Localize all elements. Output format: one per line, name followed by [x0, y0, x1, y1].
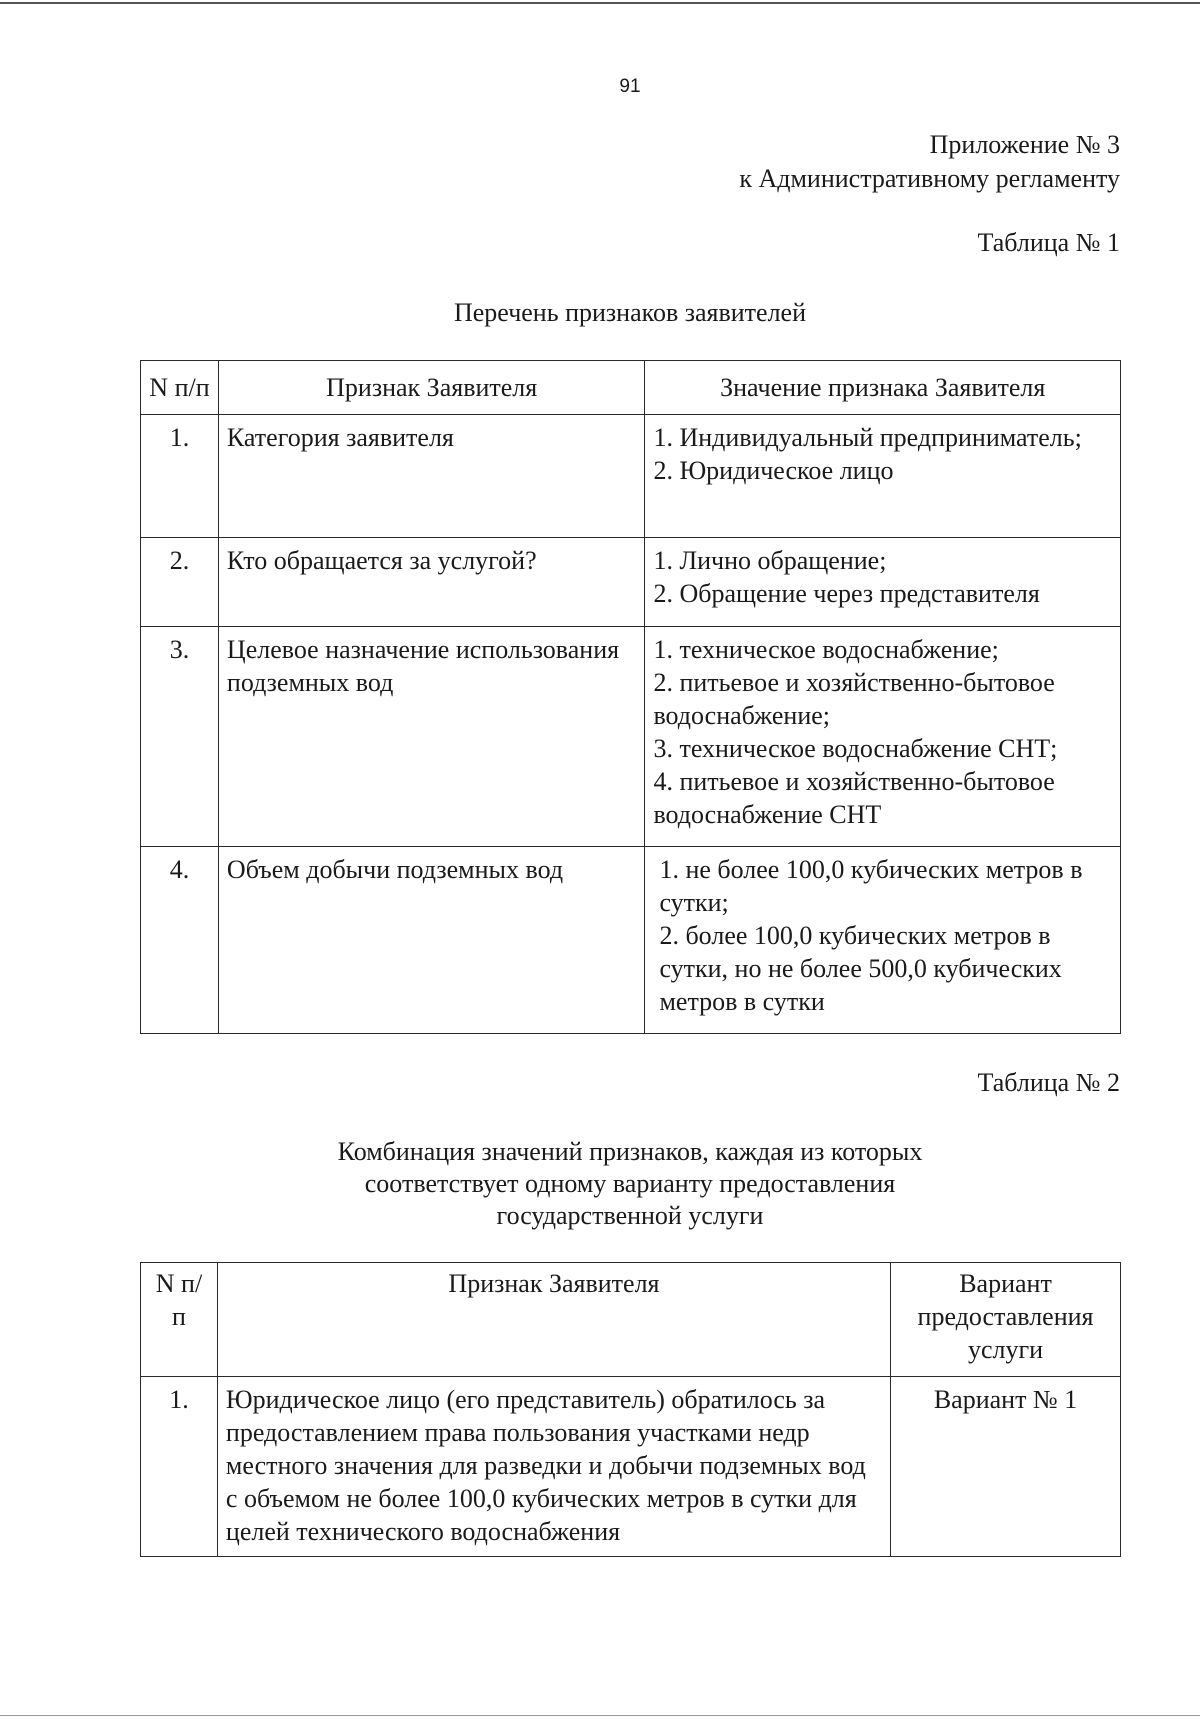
appendix-reference [739, 128, 1120, 196]
row-variant: Вариант № 1 [891, 1377, 1121, 1557]
value-item: 1. не более 100,0 кубических метров в сутки; [659, 855, 1083, 917]
table-2-header-row [141, 1263, 1121, 1377]
value-item: 1. техническое водоснабжение; [653, 635, 999, 664]
row-sign: Целевое назначение использования подземных вод [218, 627, 645, 847]
value-item: 3. техническое водоснабжение СНТ; [653, 734, 1058, 763]
table-2-title: Комбинация значений признаков, каждая из которых соответствует одному варианту предоставления государственной услуги [337, 1137, 923, 1230]
row-sign: Объем добычи подземных вод [218, 847, 645, 1034]
column-header-sign: Признак Заявителя [218, 361, 645, 415]
table-1 [140, 360, 1121, 1034]
table-2-caption: Таблица № 2 [977, 1068, 1120, 1097]
value-item: 2. Юридическое лицо [653, 456, 894, 485]
row-values [645, 627, 1121, 847]
row-number: 1. [141, 1377, 218, 1557]
row-number: 3. [141, 627, 219, 847]
row-sign: Юридическое лицо (его представитель) обратилось за предоставлением права пользования участками недр местного значения для разведки и добычи подземных вод с объемом не более 100,0 кубических метров в сутки для целей технического водоснабжения [217, 1377, 890, 1557]
column-header-number: N п/п [141, 361, 219, 415]
appendix-line-2: к Административному регламенту [739, 164, 1120, 193]
value-item: 4. питьевое и хозяйственно-бытовое водоснабжение СНТ [653, 767, 1055, 829]
column-header-value: Значение признака Заявителя [645, 361, 1121, 415]
table-1-header-row [141, 361, 1121, 415]
table-row [141, 538, 1121, 627]
value-item: 2. Обращение через представителя [653, 579, 1040, 608]
row-sign: Кто обращается за услугой? [218, 538, 645, 627]
row-number: 2. [141, 538, 219, 627]
table-2 [140, 1262, 1121, 1557]
value-item: 1. Лично обращение; [653, 546, 887, 575]
value-item: 2. питьевое и хозяйственно-бытовое водоснабжение; [653, 668, 1055, 730]
row-number: 1. [141, 415, 219, 538]
appendix-line-1: Приложение № 3 [929, 130, 1120, 159]
table-1-caption: Таблица № 1 [977, 228, 1120, 257]
column-header-number: N п/п [141, 1263, 218, 1377]
table-row [141, 847, 1121, 1034]
table-row [141, 415, 1121, 538]
table-row [141, 1377, 1121, 1557]
column-header-variant: Вариант предоставления услуги [891, 1263, 1121, 1377]
row-sign: Категория заявителя [218, 415, 645, 538]
row-number: 4. [141, 847, 219, 1034]
table-row [141, 627, 1121, 847]
column-header-sign: Признак Заявителя [217, 1263, 890, 1377]
scan-edge [0, 1715, 1200, 1716]
table-1-title: Перечень признаков заявителей [453, 298, 807, 327]
row-values [645, 847, 1121, 1034]
page-number: 91 [619, 76, 641, 97]
row-values [645, 538, 1121, 627]
row-values [645, 415, 1121, 538]
value-item: 1. Индивидуальный предприниматель; [653, 423, 1082, 452]
scan-edge [0, 2, 1200, 4]
value-item: 2. более 100,0 кубических метров в сутки, но не более 500,0 кубических метров в сутки [659, 921, 1062, 1016]
